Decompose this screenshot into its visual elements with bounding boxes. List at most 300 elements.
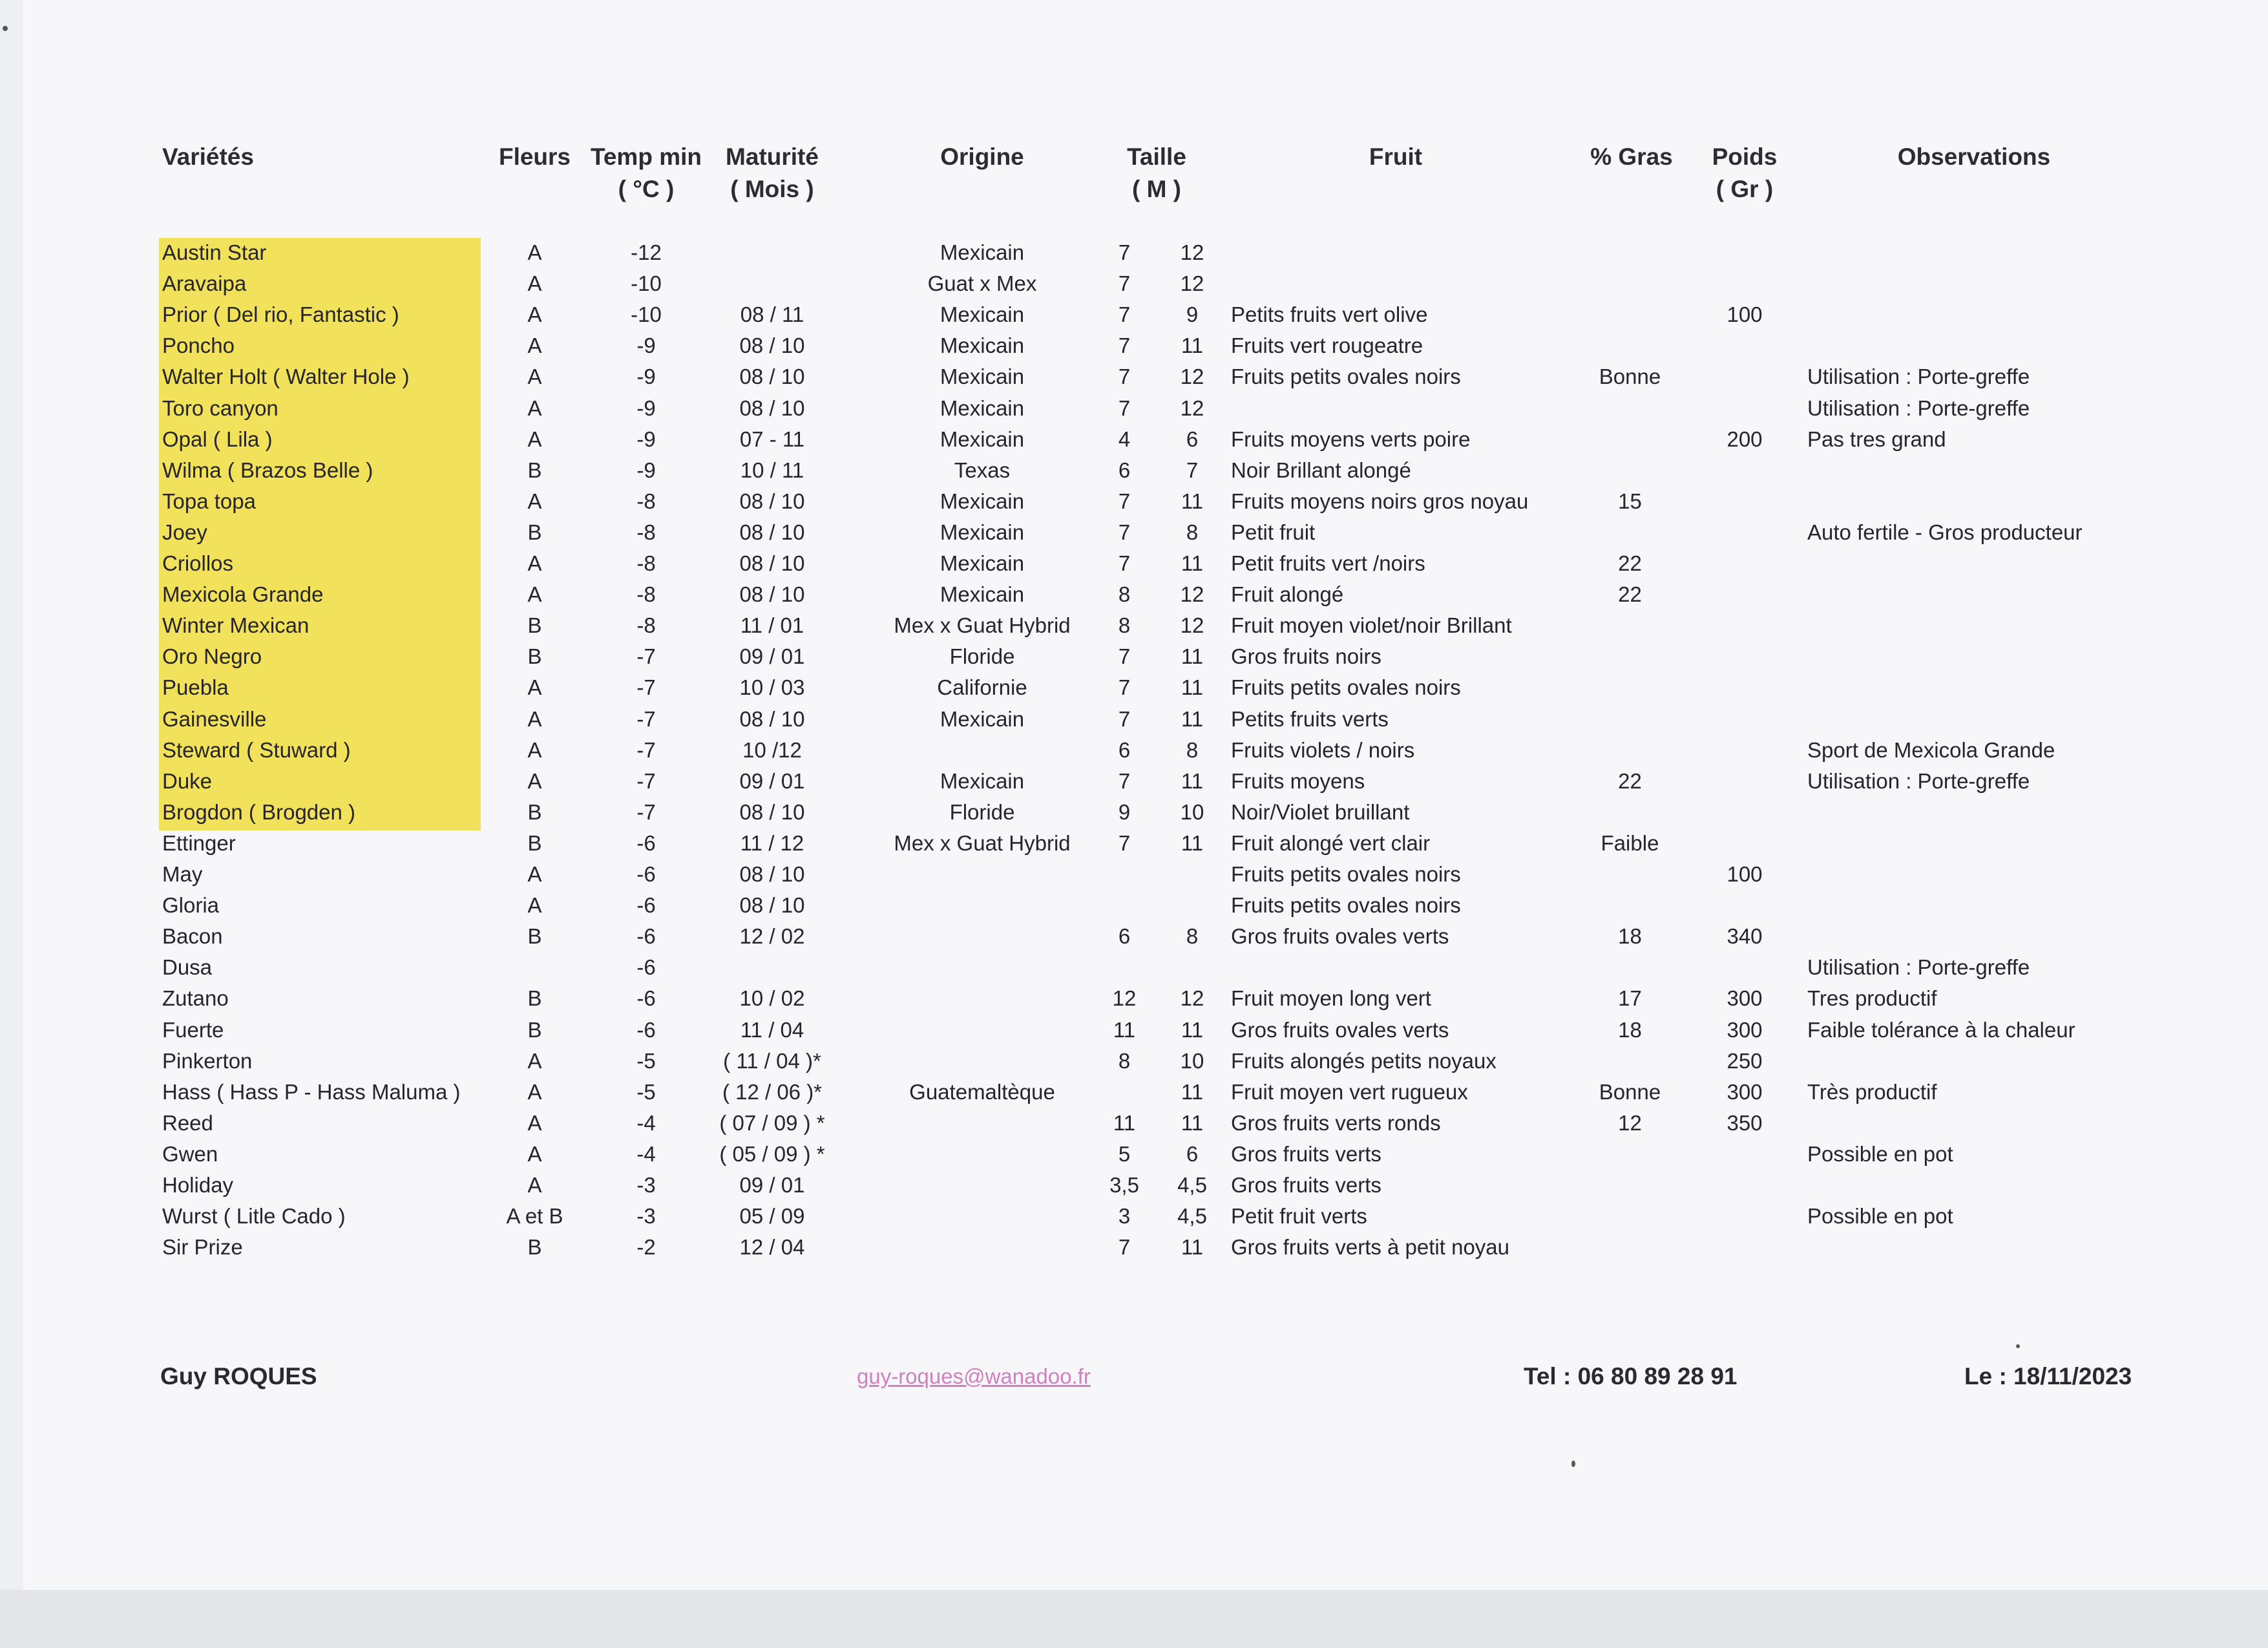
cell-taille-min <box>1095 859 1153 890</box>
cell-taille-max <box>1163 859 1221 890</box>
cell-variete: Brogdon ( Brogden ) <box>162 799 356 824</box>
cell-maturite: 08 / 10 <box>739 862 805 886</box>
table-row <box>0 330 2268 361</box>
cell-poids <box>1693 890 1796 921</box>
cell-maturite: 08 / 10 <box>739 893 805 918</box>
cell-poids: 300 <box>1727 1017 1763 1042</box>
table-row <box>0 859 2268 890</box>
cell-variete: Mexicola Grande <box>162 582 324 607</box>
cell-fleurs: A <box>527 1141 542 1166</box>
cell-temp-min: -9 <box>636 396 656 420</box>
cell-taille-min <box>1095 890 1153 921</box>
cell-poids <box>1693 393 1796 424</box>
cell-gras <box>1577 1139 1683 1170</box>
cell-temp-min: -6 <box>636 1017 656 1042</box>
cell-temp-min: -5 <box>636 1079 656 1104</box>
cell-taille-max: 11 <box>1181 1079 1204 1104</box>
cell-origine <box>885 1170 1079 1201</box>
cell-poids <box>1693 610 1796 641</box>
cell-origine: Mexicain <box>940 551 1025 575</box>
table-row <box>0 517 2268 548</box>
cell-variete: Sir Prize <box>162 1235 243 1260</box>
cell-variete: Reed <box>162 1110 213 1135</box>
cell-taille-max <box>1163 952 1221 983</box>
cell-temp-min: -6 <box>636 830 656 855</box>
table-row <box>0 1077 2268 1108</box>
cell-taille-min: 5 <box>1118 1141 1131 1166</box>
cell-observations <box>1807 455 2247 486</box>
cell-taille-max: 11 <box>1181 1017 1204 1042</box>
cell-temp-min: -6 <box>636 986 656 1011</box>
cell-temp-min: -7 <box>636 799 656 824</box>
cell-observations <box>1807 486 2247 517</box>
cell-fruit: Noir/Violet bruillant <box>1231 799 1410 824</box>
cell-fruit: Fruits petits ovales noirs <box>1231 862 1461 886</box>
cell-gras <box>1577 641 1683 672</box>
cell-fruit <box>1231 268 1580 299</box>
cell-fleurs: A <box>527 551 542 575</box>
cell-poids <box>1693 1170 1796 1201</box>
cell-fleurs: B <box>527 644 542 669</box>
cell-gras: Bonne <box>1599 364 1661 389</box>
cell-temp-min: -7 <box>636 644 656 669</box>
cell-variete: Oro Negro <box>162 644 262 669</box>
cell-fruit: Petit fruit <box>1231 520 1316 544</box>
cell-temp-min: -3 <box>636 1173 656 1197</box>
cell-origine: Mexicain <box>940 302 1025 327</box>
cell-observations <box>1807 797 2247 828</box>
cell-variete: Joey <box>162 520 207 544</box>
cell-variete: Wilma ( Brazos Belle ) <box>162 458 373 482</box>
cell-observations <box>1807 548 2247 579</box>
cell-fruit: Gros fruits verts <box>1231 1173 1381 1197</box>
cell-maturite: 08 / 11 <box>740 302 804 327</box>
cell-observations: Utilisation : Porte-greffe <box>1807 364 2030 389</box>
cell-fruit: Fruit moyen violet/noir Brillant <box>1231 613 1512 638</box>
cell-maturite: 09 / 01 <box>739 1173 805 1197</box>
cell-temp-min: -4 <box>636 1110 656 1135</box>
cell-maturite: 11 / 04 <box>740 1017 804 1042</box>
cell-poids <box>1693 1201 1796 1232</box>
cell-temp-min: -8 <box>636 613 656 638</box>
cell-origine <box>885 1015 1079 1046</box>
cell-origine: Floride <box>949 799 1015 824</box>
scan-speck <box>2016 1344 2020 1348</box>
cell-fruit: Fruit moyen long vert <box>1231 986 1431 1011</box>
cell-taille-max: 11 <box>1181 675 1204 700</box>
cell-fleurs: A <box>527 582 542 607</box>
cell-origine <box>885 1232 1079 1263</box>
cell-observations <box>1807 330 2247 361</box>
cell-gras: Faible <box>1601 830 1659 855</box>
cell-fleurs: A <box>527 333 542 358</box>
cell-taille-min: 8 <box>1118 1048 1131 1073</box>
cell-origine <box>885 735 1079 766</box>
cell-maturite: ( 11 / 04 )* <box>723 1048 821 1073</box>
cell-taille-max: 11 <box>1181 1235 1204 1260</box>
cell-fleurs: B <box>527 799 542 824</box>
header-observations: Observations <box>1897 143 2051 170</box>
cell-temp-min: -4 <box>636 1141 656 1166</box>
table-row <box>0 921 2268 952</box>
cell-fruit: Gros fruits ovales verts <box>1231 924 1449 949</box>
cell-fleurs: A <box>527 302 542 327</box>
cell-observations <box>1807 299 2247 330</box>
cell-fleurs: A <box>527 706 542 731</box>
cell-maturite: 08 / 10 <box>739 333 805 358</box>
cell-gras <box>1577 517 1683 548</box>
cell-maturite: 08 / 10 <box>739 520 805 544</box>
cell-observations <box>1807 1108 2247 1139</box>
cell-taille-min: 3,5 <box>1109 1173 1139 1197</box>
cell-variete: Puebla <box>162 675 229 700</box>
table-row <box>0 797 2268 828</box>
cell-taille-max: 12 <box>1180 396 1204 420</box>
cell-gras <box>1577 610 1683 641</box>
cell-maturite <box>704 268 840 299</box>
table-row <box>0 486 2268 517</box>
cell-fruit: Fruit alongé vert clair <box>1231 830 1431 855</box>
cell-poids <box>1693 237 1796 268</box>
table-row <box>0 735 2268 766</box>
cell-maturite: 08 / 10 <box>739 396 805 420</box>
cell-gras <box>1577 1232 1683 1263</box>
cell-observations <box>1807 859 2247 890</box>
table-row <box>0 548 2268 579</box>
cell-origine: Mexicain <box>940 396 1025 420</box>
cell-taille-min: 7 <box>1118 675 1131 700</box>
cell-temp-min: -7 <box>636 768 656 793</box>
cell-temp-min: -7 <box>636 706 656 731</box>
cell-observations: Très productif <box>1807 1079 1937 1104</box>
cell-variete: Gloria <box>162 893 220 918</box>
cell-temp-min: -6 <box>636 924 656 949</box>
cell-taille-max: 12 <box>1180 613 1204 638</box>
cell-poids <box>1693 517 1796 548</box>
cell-variete: May <box>162 862 203 886</box>
cell-origine <box>885 1108 1079 1139</box>
cell-poids: 100 <box>1727 862 1763 886</box>
cell-fleurs: A <box>527 396 542 420</box>
cell-fruit: Gros fruits verts ronds <box>1231 1110 1441 1135</box>
cell-observations <box>1807 1170 2247 1201</box>
cell-variete: Pinkerton <box>162 1048 253 1073</box>
cell-gras: 12 <box>1618 1110 1642 1135</box>
cell-origine: Mexicain <box>940 489 1025 513</box>
cell-fleurs: A <box>527 364 542 389</box>
cell-origine: Floride <box>949 644 1015 669</box>
cell-origine <box>885 1201 1079 1232</box>
cell-variete: Gwen <box>162 1141 218 1166</box>
cell-taille-max: 12 <box>1180 986 1204 1011</box>
cell-gras: 22 <box>1618 582 1642 607</box>
cell-fruit: Fruits moyens noirs gros noyau <box>1231 489 1529 513</box>
header-taille: Taille ( M ) <box>1127 143 1186 202</box>
cell-observations: Sport de Mexicola Grande <box>1807 737 2055 762</box>
cell-gras <box>1577 859 1683 890</box>
cell-maturite: 09 / 01 <box>739 768 805 793</box>
cell-temp-min: -9 <box>636 427 656 451</box>
cell-origine <box>885 859 1079 890</box>
cell-observations <box>1807 268 2247 299</box>
header-gras: % Gras <box>1590 143 1673 170</box>
cell-temp-min: -9 <box>636 364 656 389</box>
cell-taille-min: 7 <box>1118 520 1131 544</box>
cell-taille-min: 6 <box>1118 458 1131 482</box>
cell-fruit: Noir Brillant alongé <box>1231 458 1411 482</box>
table-row <box>0 1232 2268 1263</box>
table-row <box>0 1139 2268 1170</box>
cell-taille-min: 7 <box>1118 706 1131 731</box>
cell-gras: 15 <box>1618 489 1642 513</box>
cell-fleurs: B <box>527 1017 542 1042</box>
cell-poids <box>1693 735 1796 766</box>
cell-poids <box>1693 704 1796 735</box>
cell-fruit: Fruits moyens <box>1231 768 1365 793</box>
cell-variete: Winter Mexican <box>162 613 310 638</box>
cell-observations: Utilisation : Porte-greffe <box>1807 955 2030 980</box>
table-row <box>0 1201 2268 1232</box>
cell-taille-max: 10 <box>1180 799 1204 824</box>
cell-maturite: 08 / 10 <box>739 489 805 513</box>
document-date: Le : 18/11/2023 <box>1964 1363 2132 1389</box>
cell-gras <box>1577 797 1683 828</box>
cell-maturite: ( 12 / 06 )* <box>722 1079 823 1104</box>
table-row <box>0 424 2268 455</box>
cell-temp-min: -6 <box>636 893 656 918</box>
cell-observations: Tres productif <box>1807 986 1937 1011</box>
cell-maturite: 08 / 10 <box>739 706 805 731</box>
table-row <box>0 890 2268 921</box>
cell-taille-min <box>1095 1077 1153 1108</box>
cell-observations: Pas tres grand <box>1807 427 1946 451</box>
cell-gras: 18 <box>1618 1017 1642 1042</box>
cell-gras <box>1577 952 1683 983</box>
cell-fleurs: A <box>527 271 542 296</box>
cell-observations: Auto fertile - Gros producteur <box>1807 520 2083 544</box>
cell-poids <box>1693 548 1796 579</box>
cell-temp-min: -8 <box>636 520 656 544</box>
cell-fleurs: A <box>527 675 542 700</box>
cell-taille-min: 7 <box>1118 364 1131 389</box>
cell-taille-min: 6 <box>1118 924 1131 949</box>
table-row <box>0 299 2268 330</box>
cell-taille-min: 7 <box>1118 489 1131 513</box>
cell-poids: 340 <box>1727 924 1763 949</box>
cell-fleurs <box>491 952 578 983</box>
header-origine: Origine <box>940 143 1024 170</box>
cell-taille-min: 7 <box>1118 830 1131 855</box>
cell-poids <box>1693 828 1796 859</box>
cell-maturite: 07 - 11 <box>739 427 805 451</box>
cell-observations: Utilisation : Porte-greffe <box>1807 396 2030 420</box>
cell-taille-max: 4,5 <box>1177 1204 1207 1229</box>
cell-taille-max: 12 <box>1180 240 1204 264</box>
cell-temp-min: -8 <box>636 582 656 607</box>
cell-fruit: Gros fruits verts à petit noyau <box>1231 1235 1510 1260</box>
cell-temp-min: -5 <box>636 1048 656 1073</box>
cell-taille-max: 11 <box>1181 489 1204 513</box>
table-row <box>0 641 2268 672</box>
cell-fleurs: A <box>527 1173 542 1197</box>
cell-taille-max: 8 <box>1186 737 1199 762</box>
cell-gras <box>1577 1170 1683 1201</box>
cell-origine: Guat x Mex <box>927 271 1037 296</box>
cell-fruit: Gros fruits ovales verts <box>1231 1017 1449 1042</box>
cell-maturite: 08 / 10 <box>739 364 805 389</box>
cell-fleurs: B <box>527 1235 542 1260</box>
cell-variete: Duke <box>162 768 213 793</box>
cell-variete: Bacon <box>162 924 223 949</box>
cell-variete: Poncho <box>162 333 235 358</box>
cell-temp-min: -3 <box>636 1204 656 1229</box>
cell-temp-min: -8 <box>636 489 656 513</box>
cell-fruit: Gros fruits verts <box>1231 1141 1381 1166</box>
cell-taille-max: 11 <box>1181 768 1204 793</box>
table-row <box>0 268 2268 299</box>
email-link[interactable]: guy-roques@wanadoo.fr <box>857 1364 1091 1388</box>
cell-maturite: 10 /12 <box>742 737 802 762</box>
cell-variete: Topa topa <box>162 489 256 513</box>
cell-taille-min: 3 <box>1118 1204 1131 1229</box>
cell-fleurs: A <box>527 1048 542 1073</box>
cell-origine: Mexicain <box>940 520 1025 544</box>
cell-taille-max: 6 <box>1186 427 1199 451</box>
cell-taille-max: 8 <box>1186 924 1199 949</box>
cell-poids: 250 <box>1727 1048 1763 1073</box>
header-temp-min: Temp min ( °C ) <box>591 143 702 202</box>
cell-poids <box>1693 361 1796 392</box>
cell-taille-max: 11 <box>1181 830 1204 855</box>
cell-fleurs: A <box>527 737 542 762</box>
cell-fruit: Fruits petits ovales noirs <box>1231 893 1461 918</box>
table-row <box>0 1015 2268 1046</box>
cell-poids <box>1693 268 1796 299</box>
cell-taille-min: 12 <box>1112 986 1137 1011</box>
phone-number: Tel : 06 80 89 28 91 <box>1524 1363 1738 1389</box>
cell-maturite: 10 / 02 <box>739 986 805 1011</box>
cell-poids <box>1693 455 1796 486</box>
cell-fleurs: A <box>527 1110 542 1135</box>
cell-poids <box>1693 797 1796 828</box>
cell-gras <box>1577 237 1683 268</box>
cell-temp-min: -2 <box>636 1235 656 1260</box>
cell-taille-min: 6 <box>1118 737 1131 762</box>
cell-fleurs: A <box>527 427 542 451</box>
cell-taille-max: 11 <box>1181 333 1204 358</box>
cell-variete: Dusa <box>162 955 213 980</box>
cell-taille-min: 7 <box>1118 271 1131 296</box>
scanner-background <box>0 1590 2268 1648</box>
cell-taille-max: 11 <box>1181 551 1204 575</box>
header-maturite: Maturité ( Mois ) <box>726 143 819 202</box>
cell-gras <box>1577 455 1683 486</box>
cell-fruit: Fruits violets / noirs <box>1231 737 1415 762</box>
header-varietes: Variétés <box>162 143 254 170</box>
cell-fruit: Fruits alongés petits noyaux <box>1231 1048 1496 1073</box>
cell-variete: Gainesville <box>162 706 267 731</box>
cell-origine: Mexicain <box>940 333 1025 358</box>
cell-origine: Mexicain <box>940 582 1025 607</box>
cell-gras <box>1577 424 1683 455</box>
cell-origine: Mexicain <box>940 240 1025 264</box>
cell-taille-min: 7 <box>1118 551 1131 575</box>
cell-observations: Faible tolérance à la chaleur <box>1807 1017 2075 1042</box>
cell-gras <box>1577 735 1683 766</box>
cell-temp-min: -9 <box>636 458 656 482</box>
cell-poids: 200 <box>1727 427 1763 451</box>
cell-observations <box>1807 237 2247 268</box>
cell-gras: 22 <box>1618 551 1642 575</box>
cell-taille-min: 9 <box>1118 799 1131 824</box>
cell-gras <box>1577 330 1683 361</box>
cell-maturite: 10 / 03 <box>739 675 805 700</box>
table-row <box>0 952 2268 983</box>
cell-fruit: Fruit alongé <box>1231 582 1344 607</box>
scan-speck <box>3 26 8 31</box>
cell-maturite: 08 / 10 <box>739 551 805 575</box>
cell-observations <box>1807 610 2247 641</box>
cell-maturite: 12 / 04 <box>739 1235 805 1260</box>
cell-temp-min: -10 <box>631 302 662 327</box>
cell-observations <box>1807 1232 2247 1263</box>
cell-fleurs: B <box>527 613 542 638</box>
table-row <box>0 983 2268 1014</box>
cell-origine <box>885 1046 1079 1077</box>
cell-poids: 350 <box>1727 1110 1763 1135</box>
cell-taille-min: 11 <box>1113 1017 1136 1042</box>
cell-poids <box>1693 330 1796 361</box>
cell-variete: Fuerte <box>162 1017 224 1042</box>
cell-taille-min: 8 <box>1118 582 1131 607</box>
cell-gras <box>1577 268 1683 299</box>
cell-gras: Bonne <box>1599 1079 1661 1104</box>
cell-poids <box>1693 766 1796 797</box>
cell-poids <box>1693 952 1796 983</box>
cell-taille-min: 8 <box>1118 613 1131 638</box>
cell-poids <box>1693 486 1796 517</box>
cell-maturite <box>704 952 840 983</box>
cell-maturite: 05 / 09 <box>739 1204 805 1229</box>
cell-variete: Zutano <box>162 986 229 1011</box>
table-row <box>0 828 2268 859</box>
cell-taille-min: 7 <box>1118 644 1131 669</box>
cell-observations <box>1807 641 2247 672</box>
cell-observations <box>1807 704 2247 735</box>
cell-origine <box>885 983 1079 1014</box>
cell-observations <box>1807 921 2247 952</box>
cell-observations <box>1807 672 2247 703</box>
cell-maturite: 12 / 02 <box>739 924 805 949</box>
cell-gras: 18 <box>1618 924 1642 949</box>
cell-origine <box>885 890 1079 921</box>
cell-taille-max <box>1163 890 1221 921</box>
table-row <box>0 393 2268 424</box>
cell-maturite: 10 / 11 <box>740 458 804 482</box>
cell-temp-min: -8 <box>636 551 656 575</box>
cell-variete: Wurst ( Litle Cado ) <box>162 1204 346 1229</box>
cell-taille-max: 10 <box>1180 1048 1204 1073</box>
cell-maturite: ( 05 / 09 ) * <box>719 1141 825 1166</box>
table-row <box>0 1108 2268 1139</box>
table-row <box>0 672 2268 703</box>
cell-fleurs: B <box>527 830 542 855</box>
cell-fruit: Petits fruits verts <box>1231 706 1389 731</box>
table-row <box>0 610 2268 641</box>
cell-variete: Steward ( Stuward ) <box>162 737 351 762</box>
cell-observations: Utilisation : Porte-greffe <box>1807 768 2030 793</box>
cell-maturite <box>704 237 840 268</box>
